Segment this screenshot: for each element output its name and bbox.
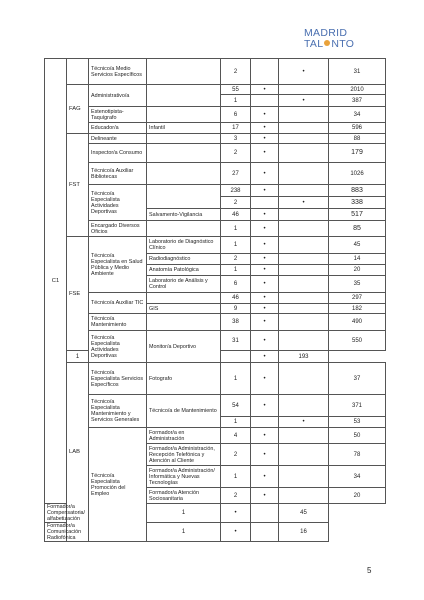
specialty-cell: Anatomía Patológica: [147, 265, 221, 276]
mark-cell: •: [221, 523, 251, 542]
total-cell: 53: [329, 417, 386, 428]
mark-cell: [251, 504, 279, 523]
mark-cell: •: [251, 395, 279, 417]
specialty-cell: Laboratorio de Diagnóstico Clínico: [147, 237, 221, 254]
table-row: [45, 314, 386, 331]
count-cell: 2: [221, 197, 251, 209]
category-cell: Técnico/a Medio Servicios Específicos: [89, 59, 147, 85]
job-positions-table: [44, 58, 386, 542]
category-cell: Técnico/a Especialista Mantenimiento y Servicios Generales: [89, 395, 147, 428]
mark-cell: •: [251, 304, 279, 314]
category-cell: Inspector/a Consumo: [89, 144, 147, 163]
level-cell: C1: [45, 59, 67, 504]
specialty-cell: Formador/a Administración, Recepción Telefónica y Atención al Cliente: [147, 444, 221, 466]
total-cell: 517: [329, 209, 386, 221]
group-cell: FSE: [67, 237, 89, 351]
specialty-cell: [147, 221, 221, 237]
count-cell: 31: [221, 331, 251, 351]
specialty-cell: [147, 163, 221, 185]
mark-cell: [279, 304, 329, 314]
count-cell: 9: [221, 304, 251, 314]
category-cell: Administrativo/a: [89, 85, 147, 107]
total-cell: 34: [329, 466, 386, 488]
mark-cell: •: [251, 254, 279, 265]
total-cell: 387: [329, 95, 386, 107]
total-cell: 78: [329, 444, 386, 466]
madrid-talento-logo: [304, 28, 396, 50]
total-cell: 2010: [329, 85, 386, 95]
group-cell: LAB: [67, 363, 89, 542]
page-number: 5: [367, 566, 372, 575]
table-row: [45, 363, 386, 395]
mark-cell: •: [251, 185, 279, 197]
logo-glyph-icon: [324, 40, 330, 46]
category-cell: Técnico/a Mantenimiento: [89, 314, 147, 331]
mark-cell: [279, 209, 329, 221]
mark-cell: •: [279, 95, 329, 107]
mark-cell: •: [251, 276, 279, 293]
total-cell: 297: [329, 293, 386, 304]
table-row: [45, 428, 386, 444]
count-cell: 1: [221, 221, 251, 237]
count-cell: 27: [221, 163, 251, 185]
category-cell: Técnico/a Especialista Servicios Específicos: [89, 363, 147, 395]
total-cell: 193: [279, 351, 329, 363]
total-cell: 16: [279, 523, 329, 542]
mark-cell: •: [251, 163, 279, 185]
specialty-cell: Infantil: [147, 123, 221, 134]
mark-cell: [279, 134, 329, 144]
specialty-cell: Formador/a Comunicación Radiofónica: [45, 523, 67, 542]
mark-cell: [251, 95, 279, 107]
specialty-cell: GIS: [147, 304, 221, 314]
count-cell: 6: [221, 276, 251, 293]
logo-line-1: MADRID: [304, 27, 348, 39]
count-cell: 1: [221, 363, 251, 395]
table-row: [45, 237, 386, 254]
table-row: [45, 144, 386, 163]
mark-cell: •: [251, 444, 279, 466]
total-cell: 37: [329, 363, 386, 395]
mark-cell: [221, 351, 251, 363]
mark-cell: •: [251, 144, 279, 163]
count-cell: 3: [221, 134, 251, 144]
total-cell: 883: [329, 185, 386, 197]
mark-cell: •: [251, 488, 279, 504]
mark-cell: •: [251, 351, 279, 363]
table-row: [45, 293, 386, 304]
specialty-cell: Fotografo: [147, 363, 221, 395]
category-cell: Técnico/a Auxiliar TIC: [89, 293, 147, 314]
specialty-cell: Formador/a en Administración: [147, 428, 221, 444]
table-row: [45, 331, 386, 351]
mark-cell: •: [251, 221, 279, 237]
mark-cell: •: [279, 197, 329, 209]
total-cell: 182: [329, 304, 386, 314]
total-cell: 490: [329, 314, 386, 331]
specialty-cell: Formador/a Atención Sociosanitaria: [147, 488, 221, 504]
specialty-cell: [147, 185, 221, 209]
count-cell: 1: [67, 351, 89, 363]
count-cell: 2: [221, 488, 251, 504]
mark-cell: [279, 254, 329, 265]
mark-cell: •: [251, 331, 279, 351]
category-cell: Encargado Diversos Oficios: [89, 221, 147, 237]
mark-cell: [279, 144, 329, 163]
category-cell: Delineante: [89, 134, 147, 144]
mark-cell: •: [251, 237, 279, 254]
specialty-cell: Radiodiagnóstico: [147, 254, 221, 265]
mark-cell: [251, 197, 279, 209]
count-cell: 6: [221, 107, 251, 123]
specialty-cell: Laboratorio de Análisis y Control: [147, 276, 221, 293]
count-cell: 1: [221, 466, 251, 488]
category-cell: Estenotipista-Taquígrafo: [89, 107, 147, 123]
mark-cell: •: [251, 428, 279, 444]
mark-cell: •: [251, 123, 279, 134]
mark-cell: [251, 59, 279, 85]
group-cell: [67, 59, 89, 85]
mark-cell: [279, 488, 329, 504]
mark-cell: [279, 395, 329, 417]
mark-cell: •: [251, 293, 279, 304]
mark-cell: •: [251, 314, 279, 331]
specialty-cell: Formador/a Administración/ Informática y Nuevas Tecnologías: [147, 466, 221, 488]
mark-cell: [279, 276, 329, 293]
mark-cell: [279, 185, 329, 197]
total-cell: 596: [329, 123, 386, 134]
total-cell: 45: [329, 237, 386, 254]
count-cell: 17: [221, 123, 251, 134]
total-cell: 20: [329, 265, 386, 276]
count-cell: 2: [221, 444, 251, 466]
table-row: [45, 185, 386, 197]
table-row: [45, 59, 386, 85]
logo-line-2: TAL NTO: [304, 38, 355, 50]
category-cell: Técnico/a Especialista en Salud Pública y Medio Ambiente: [89, 237, 147, 293]
mark-cell: •: [221, 504, 251, 523]
mark-cell: [251, 523, 279, 542]
count-cell: 1: [221, 265, 251, 276]
total-cell: 31: [329, 59, 386, 85]
count-cell: 54: [221, 395, 251, 417]
mark-cell: [279, 123, 329, 134]
specialty-cell: [147, 85, 221, 107]
count-cell: 1: [147, 523, 221, 542]
count-cell: 1: [221, 417, 251, 428]
count-cell: 238: [221, 185, 251, 197]
specialty-cell: Monitor/a Deportivo: [147, 331, 221, 363]
mark-cell: [251, 417, 279, 428]
specialty-cell: Técnico/a de Mantenimiento: [147, 395, 221, 428]
mark-cell: •: [251, 107, 279, 123]
total-cell: 34: [329, 107, 386, 123]
count-cell: 46: [221, 209, 251, 221]
table-row: [45, 163, 386, 185]
count-cell: 46: [221, 293, 251, 304]
count-cell: 55: [221, 85, 251, 95]
mark-cell: •: [279, 417, 329, 428]
count-cell: 4: [221, 428, 251, 444]
specialty-cell: [147, 134, 221, 144]
mark-cell: [279, 163, 329, 185]
count-cell: 1: [221, 95, 251, 107]
total-cell: 1026: [329, 163, 386, 185]
count-cell: 38: [221, 314, 251, 331]
total-cell: 85: [329, 221, 386, 237]
table-row: [45, 134, 386, 144]
mark-cell: [279, 444, 329, 466]
total-cell: 20: [329, 488, 386, 504]
specialty-cell: [147, 59, 221, 85]
count-cell: 2: [221, 144, 251, 163]
mark-cell: •: [251, 363, 279, 395]
table-row: [45, 85, 386, 95]
total-cell: 45: [279, 504, 329, 523]
total-cell: 50: [329, 428, 386, 444]
specialty-cell: Salvamento-Vigilancia: [147, 209, 221, 221]
mark-cell: [279, 331, 329, 351]
group-cell: FST: [67, 134, 89, 237]
category-cell: Técnico/a Especialista Actividades Deportivas: [89, 331, 147, 363]
mark-cell: [279, 237, 329, 254]
category-cell: Educador/a: [89, 123, 147, 134]
mark-cell: •: [279, 59, 329, 85]
table-row: [45, 107, 386, 123]
category-cell: Técnico/a Especialista Promoción del Empleo: [89, 428, 147, 542]
category-cell: Técnico/a Especialista Actividades Deportivas: [89, 185, 147, 221]
mark-cell: •: [251, 209, 279, 221]
mark-cell: [279, 107, 329, 123]
mark-cell: •: [251, 134, 279, 144]
mark-cell: •: [251, 85, 279, 95]
table-row: [45, 221, 386, 237]
mark-cell: [279, 428, 329, 444]
count-cell: 1: [221, 237, 251, 254]
mark-cell: [279, 265, 329, 276]
total-cell: 371: [329, 395, 386, 417]
category-cell: Técnico/a Auxiliar Bibliotecas: [89, 163, 147, 185]
specialty-cell: Formador/a Compensatoria/ alfabetización: [45, 504, 67, 523]
total-cell: 35: [329, 276, 386, 293]
total-cell: 179: [329, 144, 386, 163]
total-cell: 550: [329, 331, 386, 351]
total-cell: 338: [329, 197, 386, 209]
specialty-cell: [147, 314, 221, 331]
mark-cell: [279, 85, 329, 95]
table-row: [45, 395, 386, 417]
total-cell: 14: [329, 254, 386, 265]
total-cell: 88: [329, 134, 386, 144]
specialty-cell: [147, 107, 221, 123]
mark-cell: •: [251, 265, 279, 276]
group-cell: FAG: [67, 85, 89, 134]
count-cell: 2: [221, 59, 251, 85]
count-cell: 2: [221, 254, 251, 265]
mark-cell: •: [251, 466, 279, 488]
mark-cell: [279, 363, 329, 395]
count-cell: 1: [147, 504, 221, 523]
mark-cell: [279, 466, 329, 488]
specialty-cell: [147, 293, 221, 304]
mark-cell: [279, 293, 329, 304]
table-row: [45, 123, 386, 134]
specialty-cell: [147, 144, 221, 163]
mark-cell: [279, 221, 329, 237]
mark-cell: [279, 314, 329, 331]
